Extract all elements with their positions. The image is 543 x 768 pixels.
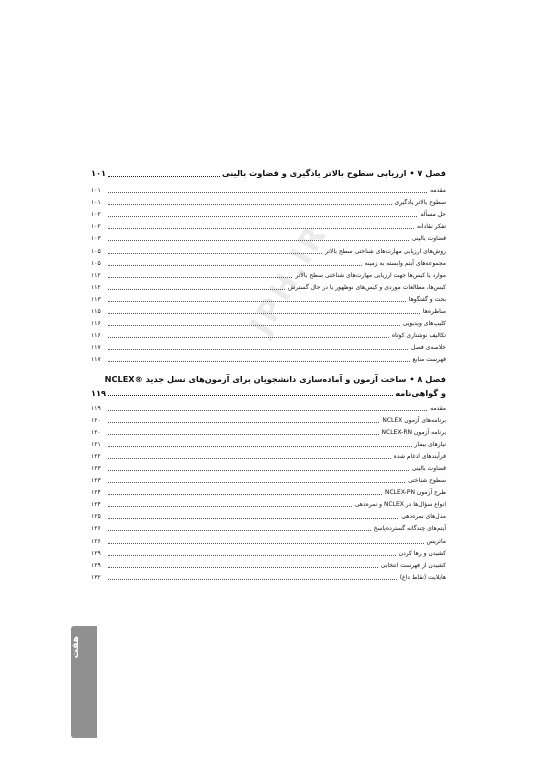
toc-entry <box>91 195 446 207</box>
toc-entry-label: فهرست منابع <box>412 356 446 364</box>
toc-entry-page: ۱۱۷ <box>91 356 101 364</box>
chapter-7-entries <box>91 183 446 364</box>
toc-entry-leader <box>108 361 410 362</box>
toc-entry-page: ۱۱۶ <box>91 320 101 328</box>
toc-entry-page: ۱۱۵ <box>91 308 101 316</box>
toc-entry-label: موارد یا کیس‌ها جهت ارزیابی مهارت‌های شناختی سطح بالاتر <box>295 271 446 279</box>
toc-entry <box>91 413 446 425</box>
toc-entry-label: مقدمه <box>430 404 446 412</box>
toc-entry <box>91 328 446 340</box>
toc-entry-page: ۱۱۲ <box>91 283 101 291</box>
toc-entry <box>91 521 446 533</box>
chapter-7-heading <box>91 166 446 179</box>
toc-entry-leader <box>108 192 427 193</box>
toc-entry-page: ۱۲۶ <box>91 537 101 545</box>
toc-entry <box>91 268 446 280</box>
toc-entry <box>91 231 446 243</box>
toc-entry-page: ۱۱۳ <box>91 295 101 303</box>
chapter-8-heading-line2 <box>91 385 446 398</box>
toc-entry-page: ۱۲۱ <box>91 440 101 448</box>
toc-entry-label: برنامه‌های آزمون NCLEX <box>382 416 446 424</box>
toc-entry-page: ۱۲۹ <box>91 549 101 557</box>
toc-entry-leader <box>108 506 352 507</box>
toc-entry-label: مجموعه‌های آیتم وابسته به زمینه <box>364 259 446 267</box>
toc-entry-page: ۱۱۶ <box>91 332 101 340</box>
toc-entry <box>91 533 446 545</box>
toc-entry-page: ۱۲۲ <box>91 452 101 460</box>
toc-entry-label: سطوح شناختی <box>407 477 446 485</box>
toc-entry-label: تکالیف نوشتاری کوتاه <box>391 332 446 340</box>
toc-entry-leader <box>108 216 417 217</box>
toc-entry-label: فرآیندهای ادغام شده <box>393 452 446 460</box>
toc-entry <box>91 546 446 558</box>
toc-entry-leader <box>108 518 398 519</box>
toc-entry-leader <box>108 204 392 205</box>
chapter-8-title-line2: و گواهی‌نامه <box>395 388 446 399</box>
toc-entry-label: طرح آزمون NCLEX-PN <box>385 489 446 497</box>
toc-entry-page: ۱۲۰ <box>91 428 101 436</box>
toc-entry-label: ماتریس <box>426 537 446 545</box>
toc-entry-page: ۱۲۴ <box>91 489 101 497</box>
toc-entry <box>91 304 446 316</box>
toc-entry-label: خلاصه‌ی فصل <box>411 344 446 352</box>
toc-entry <box>91 473 446 485</box>
toc-entry-leader <box>108 349 408 350</box>
toc-entry <box>91 316 446 328</box>
toc-entry-label: مناظره‌ها <box>422 308 446 316</box>
toc-entry-page: ۱۲۳ <box>91 464 101 472</box>
toc-entry-label: حل مسأله <box>420 211 446 219</box>
chapter-7-page: ۱۰۱ <box>91 168 106 178</box>
toc-entry-page: ۱۲۵ <box>91 513 101 521</box>
toc-entry <box>91 243 446 255</box>
toc-entry-label: کشیدن و رها کردن <box>398 549 446 557</box>
toc-entry-leader <box>108 458 391 459</box>
toc-entry-page: ۱۰۱ <box>91 187 101 195</box>
chapter-8-page: ۱۱۹ <box>91 388 106 399</box>
toc-entry-page: ۱۱۷ <box>91 344 101 352</box>
toc-entry-label: مدل‌های نمره‌دهی <box>401 513 446 521</box>
toc-entry-leader <box>108 422 379 423</box>
toc-entry <box>91 425 446 437</box>
toc-entry-leader <box>108 253 322 254</box>
toc-entry-leader <box>108 265 362 266</box>
toc-entry <box>91 461 446 473</box>
toc-entry <box>91 340 446 352</box>
toc-entry-label: سطوح بالاتر یادگیری <box>394 199 446 207</box>
toc-entry-leader <box>108 470 409 471</box>
toc-entry-label: تفکر نقادانه <box>417 223 446 231</box>
side-tab-label: هفت <box>71 636 81 659</box>
toc-entry-label: قضاوت بالینی <box>411 464 446 472</box>
chapter-7-title: فصل ۷ • ارزیابی سطوح بالاتر یادگیری و قضاوت بالینی <box>222 168 446 178</box>
toc-entry-page: ۱۲۶ <box>91 525 101 533</box>
toc-entry-leader <box>108 482 405 483</box>
toc-entry-label: کشیدن از فهرست انتخابی <box>380 561 446 569</box>
toc-entry <box>91 183 446 195</box>
toc-entry-leader <box>108 313 420 314</box>
toc-entry-leader <box>108 494 382 495</box>
toc-entry-page: ۱۲۴ <box>91 501 101 509</box>
side-tab <box>71 626 97 738</box>
toc-entry-leader <box>108 240 409 241</box>
toc-entry <box>91 558 446 570</box>
toc-entry <box>91 497 446 509</box>
toc-entry <box>91 352 446 364</box>
toc-entry-page: ۱۱۲ <box>91 271 101 279</box>
toc-entry-page: ۱۲۰ <box>91 416 101 424</box>
toc-entry-leader <box>108 228 414 229</box>
toc-entry-leader <box>108 543 424 544</box>
toc-entry <box>91 256 446 268</box>
toc-entry-leader <box>108 277 292 278</box>
toc-entry-leader <box>108 567 378 568</box>
toc-entry <box>91 485 446 497</box>
toc-entry-label: کلیپ‌های ویدیویی <box>402 320 446 328</box>
chapter-8-heading <box>91 373 446 385</box>
toc-entry-leader <box>108 325 400 326</box>
toc-entry-leader <box>108 530 371 531</box>
toc-entry-page: ۱۰۲ <box>91 211 101 219</box>
toc-entry-page: ۱۰۵ <box>91 247 101 255</box>
toc-entry-label: برنامه آزمون NCLEX-RN <box>381 428 446 436</box>
toc-entry-leader <box>108 555 396 556</box>
toc-entry-page: ۱۰۵ <box>91 259 101 267</box>
toc-entry-page: ۱۲۹ <box>91 561 101 569</box>
toc-entry-leader <box>108 410 427 411</box>
toc-entry-leader <box>108 301 406 302</box>
toc-entry-page: ۱۱۹ <box>91 404 101 412</box>
toc-entry-label: روش‌های ارزیابی مهارت‌های شناختی سطح بالاتر <box>325 247 446 255</box>
chapter-8-entries <box>91 400 446 581</box>
toc-entry-label: آیتم‌های چندگانه گسترده‌پاسخ <box>373 525 446 533</box>
toc-entry-leader <box>108 446 412 447</box>
toc-entry-page: ۱۰۱ <box>91 199 101 207</box>
toc-entry <box>91 449 446 461</box>
table-of-contents <box>91 166 446 582</box>
chapter-8-title-line1: فصل ۸ • ساخت آزمون و آماده‌سازی دانشجویان برای آزمون‌های نسل جدید ®NCLEX <box>104 374 446 385</box>
toc-entry-page: ۱۰۲ <box>91 223 101 231</box>
chapter-7-leader <box>108 175 220 177</box>
toc-entry-label: بحث و گفتگوها <box>408 295 446 303</box>
toc-entry <box>91 437 446 449</box>
toc-entry <box>91 570 446 582</box>
toc-entry-leader <box>108 289 285 290</box>
toc-entry-label: انواع سؤال‌ها در NCLEX و نمره‌دهی <box>354 501 446 509</box>
toc-entry <box>91 400 446 412</box>
toc-entry-label: مقدمه <box>430 187 446 195</box>
toc-entry <box>91 207 446 219</box>
toc-entry-label: هایلایت (نقاط داغ) <box>399 573 446 581</box>
toc-entry-page: ۱۳۲ <box>91 573 101 581</box>
toc-entry <box>91 509 446 521</box>
toc-entry-label: کیس‌ها، مطالعات موردی و کیس‌های نوظهور یا در حال گسترش <box>288 283 446 291</box>
toc-entry <box>91 219 446 231</box>
chapter-8-leader <box>108 395 393 396</box>
watermark: JPH.IR <box>243 217 335 342</box>
toc-entry-page: ۱۲۳ <box>91 477 101 485</box>
toc-entry-leader <box>108 337 389 338</box>
toc-entry-label: قضاوت بالینی <box>411 235 446 243</box>
toc-entry-page: ۱۰۳ <box>91 235 101 243</box>
toc-entry-label: نیازهای بیمار <box>414 440 446 448</box>
toc-entry-leader <box>108 579 397 580</box>
toc-entry <box>91 292 446 304</box>
toc-entry-leader <box>108 434 379 435</box>
toc-entry <box>91 280 446 292</box>
